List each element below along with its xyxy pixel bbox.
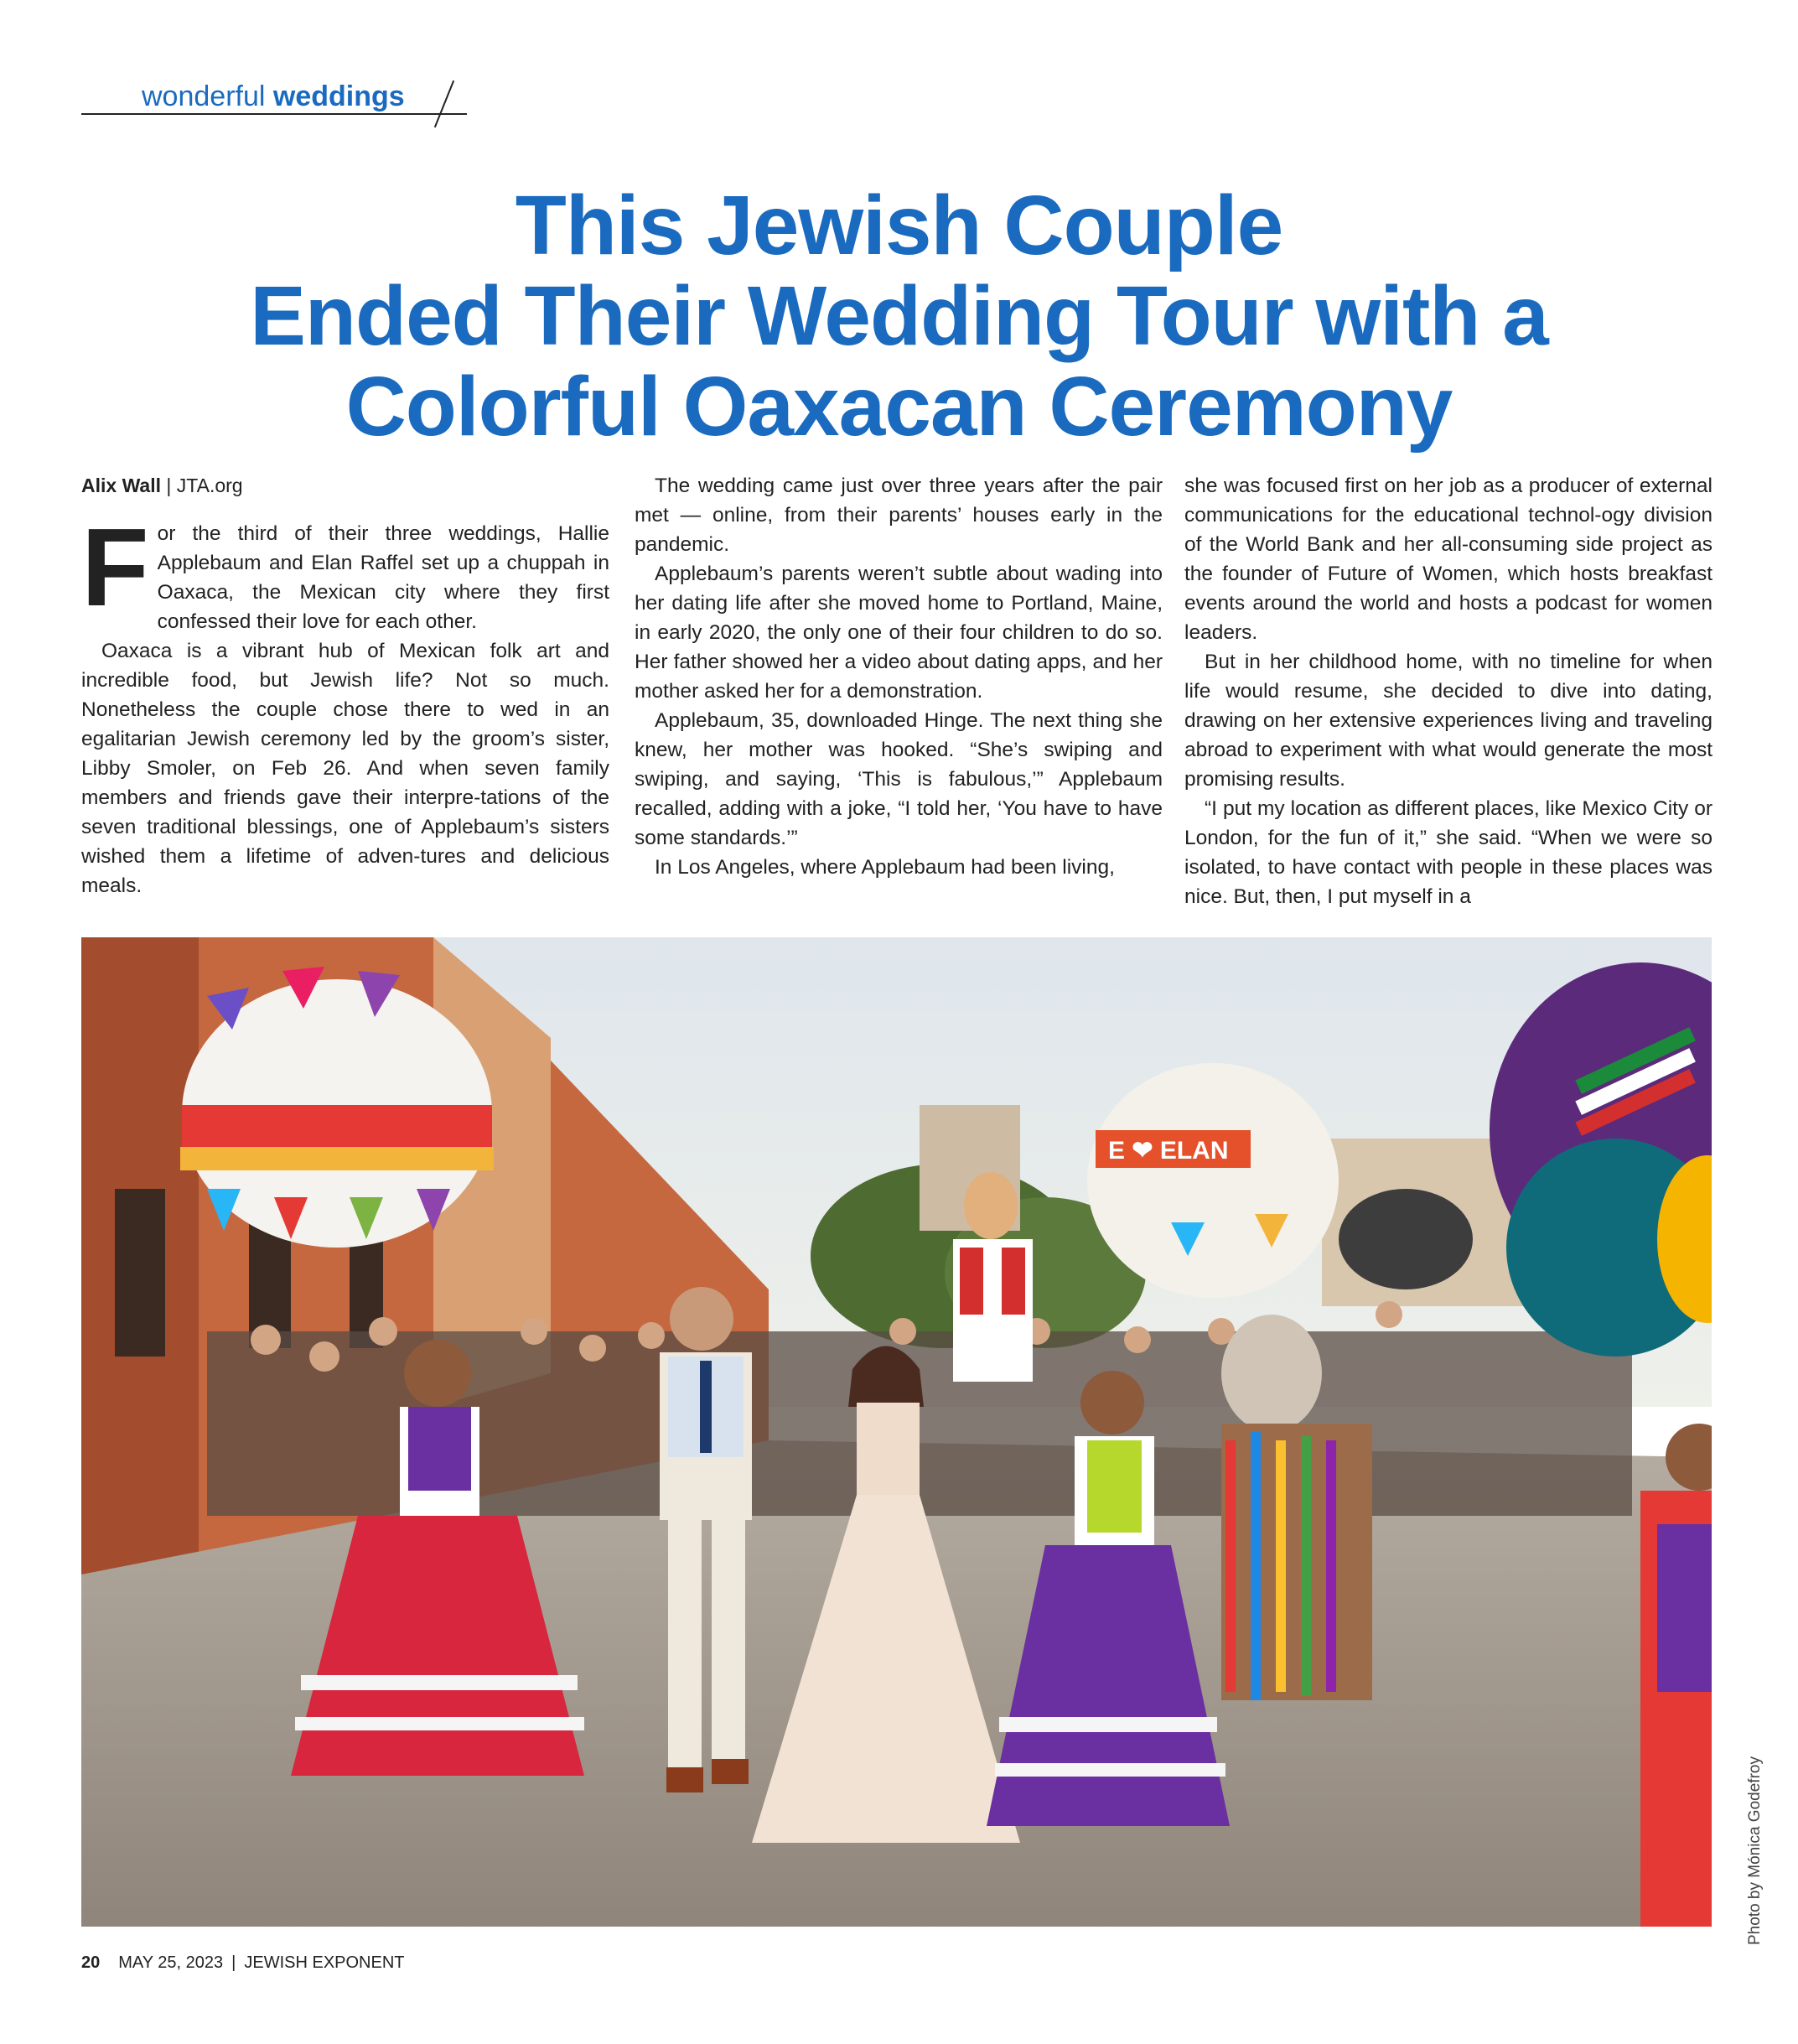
paragraph: Applebaum, 35, downloaded Hinge. The next thing she knew, her mother was hooked. “She’s swiping and swiping, and saying, ‘This is fabulous,’” Applebaum recalled, adding with a joke, “I told her, ‘You have to have some standards.’” [635,709,1163,849]
drop-cap: F [81,506,149,629]
headline [84,180,1714,452]
article-column-1 [81,471,609,900]
headline-line-3: Colorful Oaxacan Ceremony [345,360,1453,454]
section-label [142,80,405,113]
balloon-banner-text: E ❤ ELAN [1108,1137,1229,1165]
page-number: 20 [81,1953,101,1972]
paragraph: “I put my location as different places, like Mexico City or London, for the fun of it,” she said. “When we were so isolated, to have contact with people in these places was nice. But, then, I put myself in a [1184,797,1713,908]
headline-line-1: This Jewish Couple [515,179,1283,272]
article-column-3 [1184,471,1713,911]
photo-credit: Photo by Mónica Godefroy [1746,1756,1764,1945]
headline-line-2: Ended Their Wedding Tour with a [250,269,1548,363]
paragraph: In Los Angeles, where Applebaum had been living, [655,856,1115,879]
right-lantern-balloon [1087,1063,1339,1298]
section-tag [81,77,467,127]
paragraph: she was focused first on her job as a producer of external communications for the educational technol-ogy division of the World Bank and her all-consuming side project as the founder of Future of Women, which hosts breakfast events around the world and hosts a podcast for women leaders. [1184,475,1713,644]
section-slash [434,80,454,127]
paragraph: The wedding came just over three years after the pair met — online, from their parents’ houses early in the pandemic. [635,475,1163,556]
section-label-bold: weddings [272,80,405,112]
byline-author: Alix Wall [81,475,161,496]
paragraph: Applebaum’s parents weren’t subtle about wading into her dating life after she moved home to Portland, Maine, in early 2020, the only one of their four children to do so. Her father showed her a video about dating apps, and her mother asked her for a demonstration. [635,563,1163,703]
publication-name: JEWISH EXPONENT [244,1953,405,1972]
byline: Alix Wall | JTA.org [81,475,243,496]
section-rule [81,113,467,115]
paragraph-text: or the third of their three weddings, Hallie Applebaum and Elan Raffel set up a chuppah in Oaxaca, the Mexican city where they first confessed their love for each other. [157,522,609,633]
page-footer [81,1953,405,1973]
right-edge-dancer [1640,1424,1712,1927]
article-column-2 [635,471,1163,882]
paragraph: But in her childhood home, with no timeline for when life would resume, she decided to dive into dating, drawing on her extensive experiences living and traveling abroad to experiment with what would generate the most promising results. [1184,651,1713,791]
byline-source: JTA.org [176,475,243,496]
footer-separator: | [231,1953,236,1972]
paragraph [81,506,609,636]
wedding-photo [81,937,1712,1927]
section-label-light: wonderful [142,80,266,112]
paragraph: Oaxaca is a vibrant hub of Mexican folk art and incredible food, but Jewish life? Not so much. Nonetheless the couple chose there to wed in an egalitarian Jewish ceremony led by the groom’s sister, Libby Smoler, on Feb 26. And when seven family members and friends gave their interpre-tations of the seven traditional blessings, one of Applebaum’s sisters wished them a lifetime of adven-tures and delicious meals. [81,640,609,897]
issue-date: MAY 25, 2023 [118,1953,224,1972]
